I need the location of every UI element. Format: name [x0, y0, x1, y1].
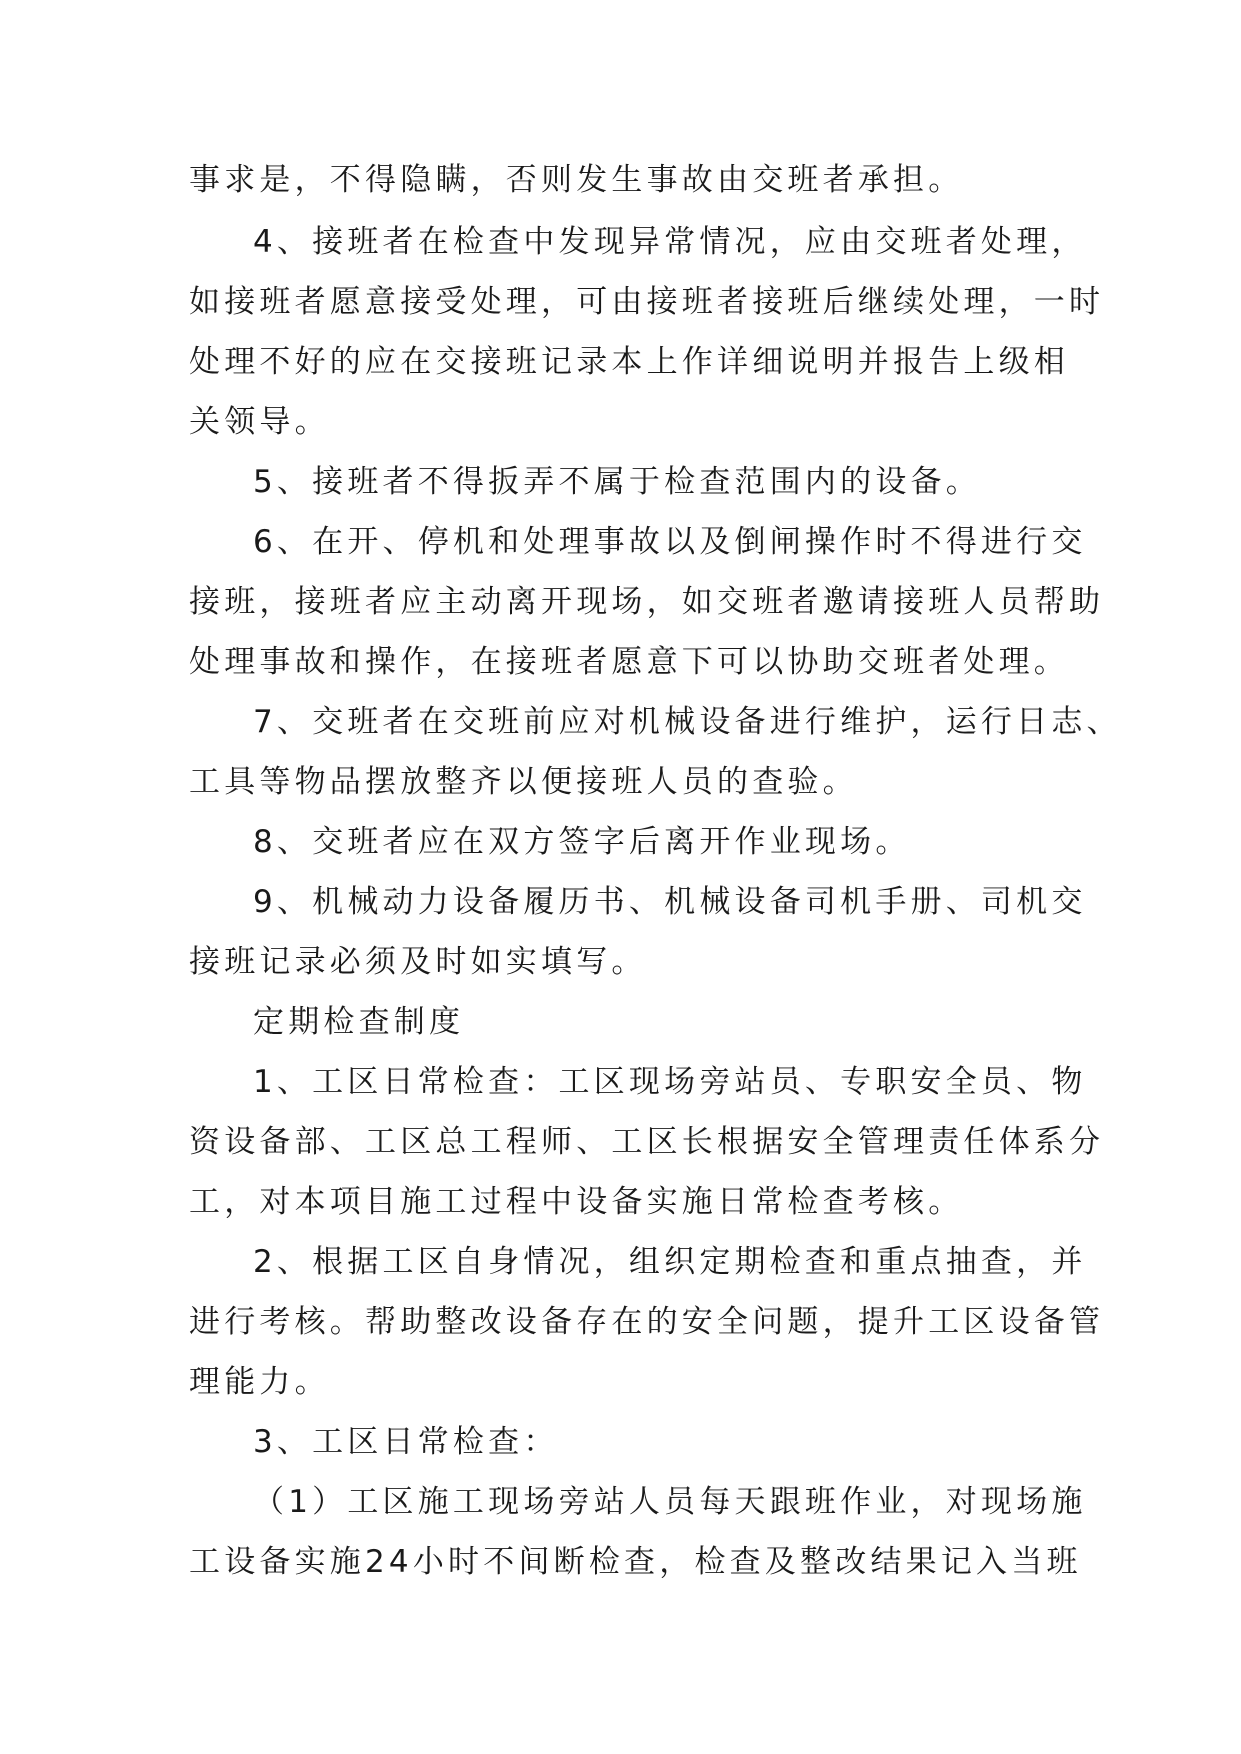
text-line: 4、接班者在检查中发现异常情况，应由交班者处理， [253, 224, 1087, 260]
text-line: 处理事故和操作，在接班者愿意下可以协助交班者处理。 [189, 644, 1069, 680]
text-line: 8、交班者应在双方签字后离开作业现场。 [253, 824, 911, 860]
text-line: 处理不好的应在交接班记录本上作详细说明并报告上级相 [189, 344, 1069, 380]
text-line: 接班记录必须及时如实填写。 [189, 944, 647, 980]
text-line: 理能力。 [189, 1364, 330, 1400]
text-line: 如接班者愿意接受处理，可由接班者接班后继续处理，一时 [189, 284, 1105, 320]
text-line: （1）工区施工现场旁站人员每天跟班作业，对现场施 [253, 1484, 1087, 1520]
text-line: 事求是，不得隐瞒，否则发生事故由交班者承担。 [189, 162, 964, 198]
text-line: 进行考核。帮助整改设备存在的安全问题，提升工区设备管 [189, 1304, 1105, 1340]
text-line: 工，对本项目施工过程中设备实施日常检查考核。 [189, 1184, 964, 1220]
text-line: 资设备部、工区总工程师、工区长根据安全管理责任体系分 [189, 1124, 1105, 1160]
text-line: 9、机械动力设备履历书、机械设备司机手册、司机交 [253, 884, 1087, 920]
text-line: 7、交班者在交班前应对机械设备进行维护，运行日志、 [253, 704, 1122, 740]
text-line: 1、工区日常检查：工区现场旁站员、专职安全员、物 [253, 1064, 1087, 1100]
text-line: 3、工区日常检查： [253, 1424, 559, 1460]
text-line: 2、根据工区自身情况，组织定期检查和重点抽查，并 [253, 1244, 1087, 1280]
section-heading: 定期检查制度 [253, 1004, 465, 1040]
text-line: 工具等物品摆放整齐以便接班人员的查验。 [189, 764, 858, 800]
text-line: 6、在开、停机和处理事故以及倒闸操作时不得进行交 [253, 524, 1087, 560]
text-line: 工设备实施24小时不间断检查，检查及整改结果记入当班 [189, 1544, 1082, 1580]
text-line: 5、接班者不得扳弄不属于检查范围内的设备。 [253, 464, 981, 500]
text-line: 关领导。 [189, 404, 330, 440]
text-line: 接班，接班者应主动离开现场，如交班者邀请接班人员帮助 [189, 584, 1105, 620]
